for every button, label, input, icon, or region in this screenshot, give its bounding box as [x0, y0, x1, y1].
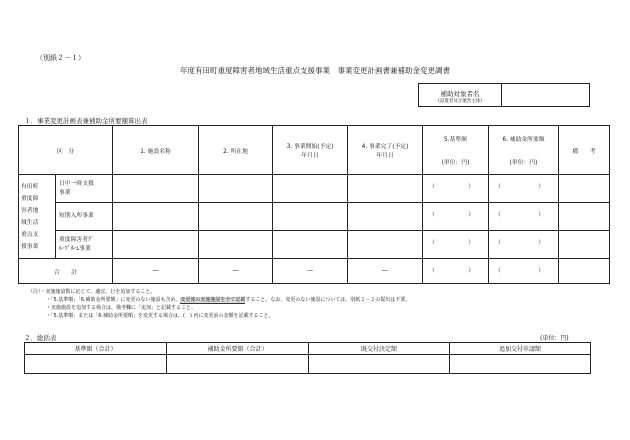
note-text: すること。なお、変更のない施設については、別紙２－２の提出は不要。	[245, 297, 411, 303]
required-amount-label: 6. 補助金所要額	[502, 137, 545, 143]
summary-header-already-granted: 既交付決定額	[309, 343, 450, 355]
row-label-group-home: 重度障害者ｸﾞ ﾙｰﾌﾟﾎｰﾑ事業	[56, 231, 113, 259]
paren-open: （	[495, 184, 501, 190]
recipient-box	[418, 83, 590, 107]
row-label-short-stay: 短期入所事業	[56, 203, 113, 231]
summary-required-total-field[interactable]	[167, 355, 309, 374]
required-amount-field[interactable]	[489, 175, 559, 203]
header-base-amount	[423, 126, 489, 175]
start-date-field[interactable]	[273, 175, 348, 203]
location-field[interactable]	[199, 175, 273, 203]
base-amount-field[interactable]	[423, 203, 489, 231]
total-base-amount-field[interactable]	[423, 259, 489, 284]
header-end-date: 4. 事業完了(予定) 年月日	[348, 126, 423, 175]
total-dash: ―	[273, 259, 348, 284]
summary-base-total-field[interactable]	[25, 355, 167, 374]
paren-close: ）	[538, 240, 544, 246]
required-amount-unit: (単位：円)	[509, 160, 538, 166]
note-line: ・「5.基準額」または「6.補助金所要額」を変更する場合は、( ) 内に変更前の金額を記載すること。	[46, 313, 274, 319]
note-text: ・「5.基準額」「6.補助金所要額」に変更のない施設も含め、	[46, 297, 181, 303]
header-start-date: 3. 事業開始(予定) 年月日	[273, 126, 348, 175]
section2-unit: (単位：円)	[540, 335, 569, 342]
summary-header-row	[25, 343, 591, 355]
end-date-field[interactable]	[348, 231, 423, 259]
header-location: 2. 所在地	[199, 126, 273, 175]
table-row	[19, 203, 610, 231]
note-highlight: 変更後の実施施設を全て記載	[180, 297, 246, 303]
recipient-label: 補助対象者名	[440, 90, 480, 98]
header-remarks: 備 考	[559, 126, 610, 175]
paren-open: （	[429, 240, 435, 246]
category-label: 有田町 重度障 害者地 域生活 重点支 援事業	[19, 175, 56, 259]
base-amount-field[interactable]	[423, 175, 489, 203]
paren-close: ）	[538, 268, 544, 274]
facility-name-field[interactable]	[113, 175, 199, 203]
paren-open: （	[495, 268, 501, 274]
paren-close: ）	[468, 184, 474, 190]
paren-open: （	[495, 240, 501, 246]
row-label-day-support: 日中一時支援 事業	[56, 175, 113, 203]
summary-already-granted-field[interactable]	[309, 355, 450, 374]
paren-open: （	[429, 268, 435, 274]
note-line: （注）・実施施設数に応じて、適宜、行を追加すること。	[28, 289, 156, 295]
remarks-field[interactable]	[559, 231, 610, 259]
start-date-field[interactable]	[273, 231, 348, 259]
remarks-field[interactable]	[559, 203, 610, 231]
paren-open: （	[429, 212, 435, 218]
base-amount-unit: (単位：円)	[441, 160, 470, 166]
table-row	[19, 231, 610, 259]
paren-close: ）	[468, 240, 474, 246]
total-row	[19, 259, 610, 284]
required-amount-field[interactable]	[489, 231, 559, 259]
total-dash: ―	[199, 259, 273, 284]
required-amount-field[interactable]	[489, 203, 559, 231]
document-title: 年度有田町重度障害者地域生活重点支援事業 事業変更計画書兼補助金変更調書	[180, 66, 450, 75]
header-facility-name: 1. 施設名称	[113, 126, 199, 175]
location-field[interactable]	[199, 231, 273, 259]
header-category: 区 分	[19, 126, 113, 175]
summary-table	[24, 342, 591, 374]
end-date-field[interactable]	[348, 203, 423, 231]
notes-block	[28, 288, 410, 320]
paren-close: ）	[468, 212, 474, 218]
paren-open: （	[429, 184, 435, 190]
recipient-value-field[interactable]	[502, 84, 590, 107]
paren-close: ）	[468, 268, 474, 274]
table-row	[19, 175, 610, 203]
section2-heading: ２．総括表	[24, 334, 57, 342]
total-dash: ―	[113, 259, 199, 284]
facility-name-field[interactable]	[113, 203, 199, 231]
paren-close: ）	[538, 212, 544, 218]
plan-table	[18, 125, 610, 284]
total-label: 合 計	[19, 259, 113, 284]
summary-value-row	[25, 355, 591, 374]
recipient-label-cell	[419, 84, 502, 107]
form-number: （別紙２－１）	[36, 54, 85, 62]
summary-additional-request-field[interactable]	[450, 355, 591, 374]
section1-heading: １．事業変更計画表兼補助金所要額算出表	[24, 117, 148, 125]
total-required-amount-field[interactable]	[489, 259, 559, 284]
base-amount-label: 5.基準額	[444, 137, 467, 143]
start-date-field[interactable]	[273, 203, 348, 231]
facility-name-field[interactable]	[113, 231, 199, 259]
base-amount-field[interactable]	[423, 231, 489, 259]
end-date-field[interactable]	[348, 175, 423, 203]
summary-header-base-total: 基準額（合計）	[25, 343, 167, 355]
note-line: ・実施施設を追加する場合は、備考欄に「追加」と記載すること。	[46, 305, 197, 311]
remarks-field[interactable]	[559, 175, 610, 203]
table-header-row	[19, 126, 610, 175]
paren-open: （	[495, 212, 501, 218]
total-dash: ―	[348, 259, 423, 284]
paren-close: ）	[538, 184, 544, 190]
note-line	[28, 296, 410, 304]
header-required-amount	[489, 126, 559, 175]
summary-header-additional-request: 追加交付申請額	[450, 343, 591, 355]
summary-header-required-total: 補助金所要額（合計）	[167, 343, 309, 355]
recipient-sublabel: (設置者及び運営主体)	[437, 99, 482, 104]
total-remarks-field[interactable]	[559, 259, 610, 284]
location-field[interactable]	[199, 203, 273, 231]
